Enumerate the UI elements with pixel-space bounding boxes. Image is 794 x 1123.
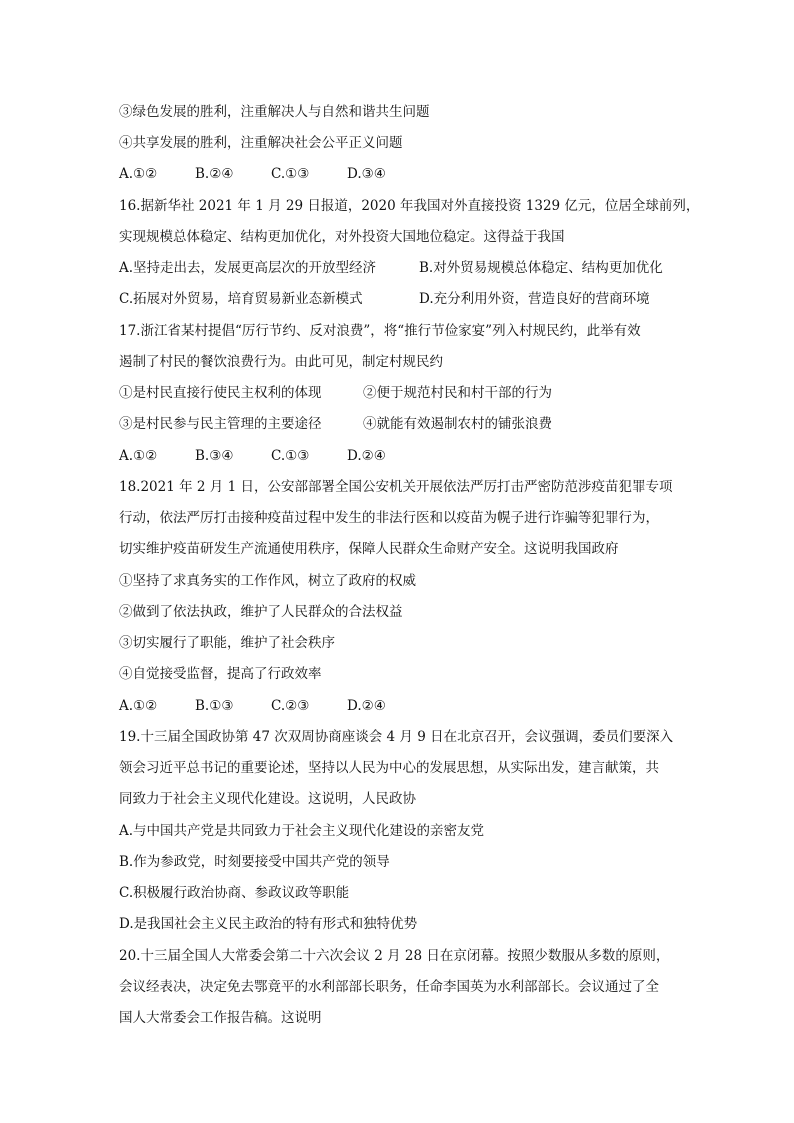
- q19-option-d: D.是我国社会主义民主政治的特有形式和独特优势: [119, 916, 418, 932]
- q17-choices: [119, 446, 679, 466]
- q18-option-2: ②做到了依法执政，维护了人民群众的合法权益: [119, 604, 403, 620]
- q15-choice-a: A.①②: [119, 166, 158, 182]
- q15-choice-b: B.②④: [195, 166, 234, 182]
- q18-stem-line-1: 18.2021 年 2 月 1 日，公安部部署全国公安机关开展依法严厉打击严密防范涉疫苗犯罪专项: [119, 479, 673, 495]
- q17-choice-c: C.①③: [271, 448, 310, 464]
- q16-options-row-2: [119, 289, 679, 309]
- q17-choice-a: A.①②: [119, 448, 158, 464]
- q16-option-b: B.对外贸易规模总体稳定、结构更加优化: [419, 260, 663, 276]
- q15-option-4: ④共享发展的胜利，注重解决社会公平正义问题: [119, 135, 403, 151]
- q19-option-b: B.作为参政党，时刻要接受中国共产党的领导: [119, 854, 390, 870]
- q18-option-1: ①坚持了求真务实的工作作风，树立了政府的权威: [119, 573, 416, 589]
- q17-stem-line-2: 遏制了村民的餐饮浪费行为。由此可见，制定村规民约: [119, 354, 443, 370]
- q18-stem-line-2: 行动，依法严厉打击接种疫苗过程中发生的非法行医和以疫苗为幌子进行诈骗等犯罪行为，: [119, 510, 659, 526]
- q17-option-2: ②便于规范村民和村干部的行为: [363, 385, 552, 401]
- q15-choices: [119, 164, 679, 184]
- q18-stem-line-3: 切实维护疫苗研发生产流通使用秩序，保障人民群众生命财产安全。这说明我国政府: [119, 541, 619, 557]
- q16-stem-line-1: 16.据新华社 2021 年 1 月 29 日报道，2020 年我国对外直接投资 1329 亿元，位居全球前列，: [119, 198, 700, 214]
- q18-choice-d: D.②④: [347, 698, 386, 714]
- q16-stem-line-2: 实现规模总体稳定、结构更加优化，对外投资大国地位稳定。这得益于我国: [119, 229, 565, 245]
- q19-option-c: C.积极履行政治协商、参政议政等职能: [119, 885, 350, 901]
- q17-choice-b: B.③④: [195, 448, 234, 464]
- q18-choice-b: B.①③: [195, 698, 234, 714]
- q18-option-4: ④自觉接受监督，提高了行政效率: [119, 666, 322, 682]
- q18-choice-a: A.①②: [119, 698, 158, 714]
- q17-options-row-1: [119, 383, 679, 403]
- q16-option-a: A.坚持走出去，发展更高层次的开放型经济: [119, 260, 377, 276]
- q18-option-3: ③切实履行了职能，维护了社会秩序: [119, 635, 335, 651]
- q20-stem-line-1: 20.十三届全国人大常委会第二十六次会议 2 月 28 日在京闭幕。按照少数服从多数的原则，: [119, 948, 670, 964]
- q16-options-row-1: [119, 258, 679, 278]
- q18-choice-c: C.②③: [271, 698, 310, 714]
- q19-stem-line-2: 领会习近平总书记的重要论述，坚持以人民为中心的发展思想，从实际出发，建言献策，共: [119, 760, 659, 776]
- q17-option-1: ①是村民直接行使民主权利的体现: [119, 385, 322, 401]
- q19-option-a: A.与中国共产党是共同致力于社会主义现代化建设的亲密友党: [119, 823, 485, 839]
- q20-stem-line-3: 国人大常委会工作报告稿。这说明: [119, 1010, 322, 1026]
- q15-choice-c: C.①③: [271, 166, 310, 182]
- q19-stem-line-1: 19.十三届全国政协第 47 次双周协商座谈会 4 月 9 日在北京召开，会议强调，委员们要深入: [119, 729, 674, 745]
- q17-option-3: ③是村民参与民主管理的主要途径: [119, 416, 322, 432]
- q19-stem-line-3: 同致力于社会主义现代化建设。这说明，人民政协: [119, 791, 416, 807]
- q18-choices: [119, 696, 679, 716]
- q20-stem-line-2: 会议经表决，决定免去鄂竟平的水利部部长职务，任命李国英为水利部部长。会议通过了全: [119, 979, 659, 995]
- q16-option-d: D.充分利用外资，营造良好的营商环境: [419, 291, 650, 307]
- q16-option-c: C.拓展对外贸易，培育贸易新业态新模式: [119, 291, 363, 307]
- q17-stem-line-1: 17.浙江省某村提倡“厉行节约、反对浪费”，将“推行节俭家宴”列入村规民约，此举有效: [119, 323, 641, 339]
- q17-choice-d: D.②④: [347, 448, 386, 464]
- q17-options-row-2: [119, 414, 679, 434]
- q17-option-4: ④就能有效遏制农村的铺张浪费: [363, 416, 552, 432]
- q15-option-3: ③绿色发展的胜利，注重解决人与自然和谐共生问题: [119, 104, 430, 120]
- q15-choice-d: D.③④: [347, 166, 386, 182]
